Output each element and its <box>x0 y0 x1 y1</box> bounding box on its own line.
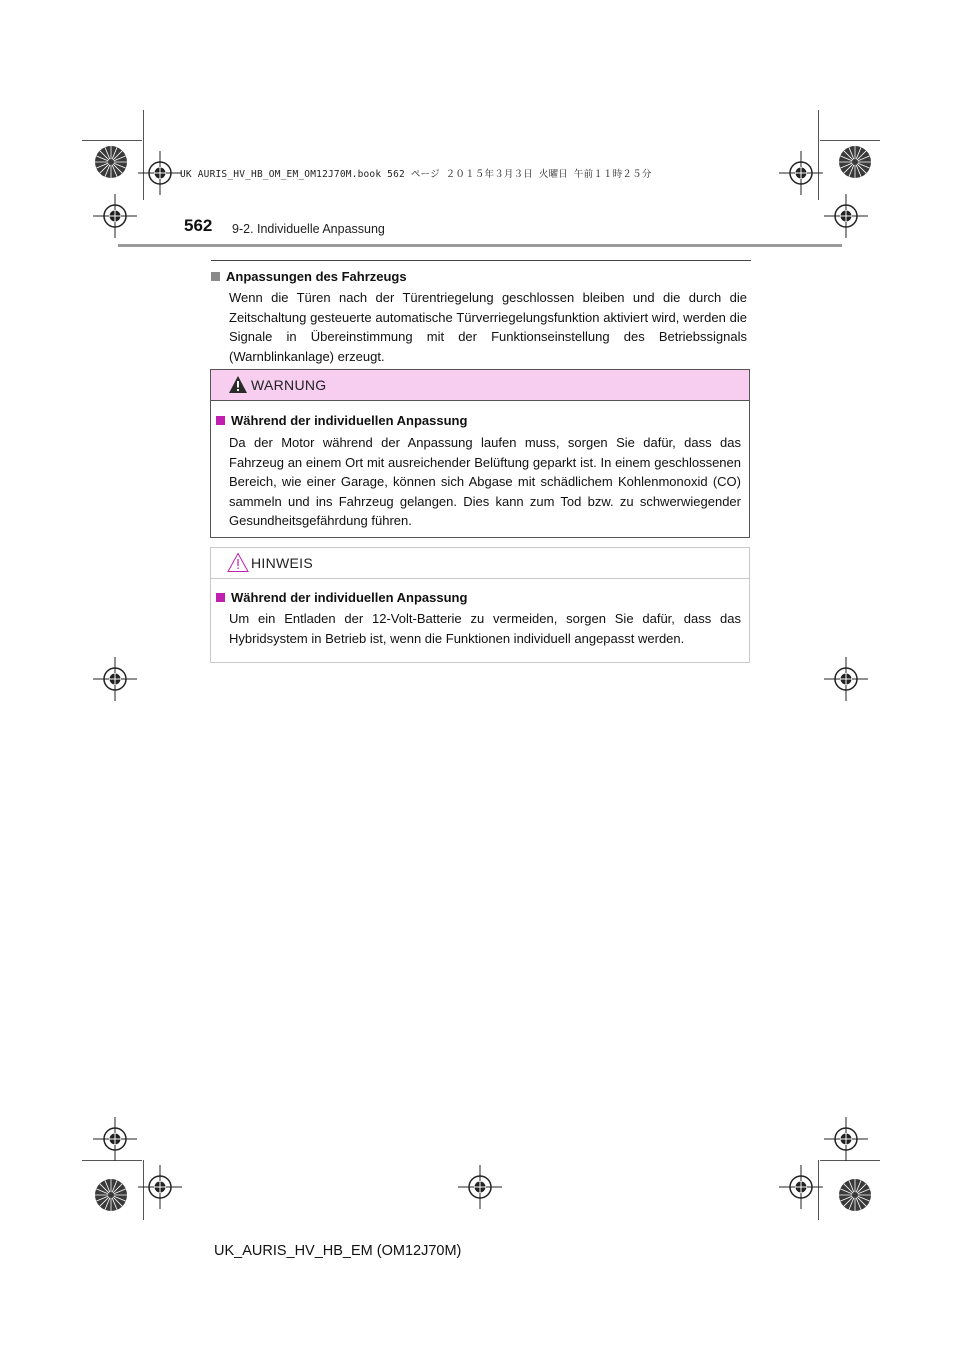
footer-manual-code: UK_AURIS_HV_HB_EM (OM12J70M) <box>214 1243 462 1259</box>
bullet-square-icon <box>216 593 225 602</box>
crop-line <box>82 140 142 141</box>
section-title: 9-2. Individuelle Anpassung <box>232 222 385 236</box>
content-heading: Anpassungen des Fahrzeugs <box>211 269 407 284</box>
crop-line <box>820 140 880 141</box>
bullet-square-icon <box>216 416 225 425</box>
warning-box <box>210 369 750 538</box>
header-rule <box>118 244 842 247</box>
rosette-mark-icon <box>94 1178 128 1212</box>
registration-mark-icon <box>824 657 868 701</box>
warning-triangle-icon <box>228 375 248 394</box>
registration-mark-icon <box>138 151 182 195</box>
registration-mark-icon <box>824 194 868 238</box>
registration-mark-icon <box>93 1117 137 1161</box>
registration-mark-icon <box>779 151 823 195</box>
rosette-mark-icon <box>94 145 128 179</box>
registration-mark-icon <box>458 1165 502 1209</box>
notice-label: HINWEIS <box>251 555 313 571</box>
notice-header <box>211 548 749 579</box>
warning-label: WARNUNG <box>251 377 327 393</box>
warning-header <box>211 370 749 401</box>
registration-mark-icon <box>93 194 137 238</box>
registration-mark-icon <box>93 657 137 701</box>
rosette-mark-icon <box>838 1178 872 1212</box>
page-number: 562 <box>184 216 213 235</box>
notice-box <box>210 547 750 663</box>
content-paragraph: Wenn die Türen nach der Türentriegelung geschlossen bleiben und die durch die Zeitschaltung gesteuerte automatische Türverriegelungsfunktion aktiviert wird, werden die Signale in Übereinstimmung mit der Funktionseinstellung des Betriebssignals (Warnblinkanlage) erzeugt. <box>229 290 747 364</box>
caution-outline-triangle-icon <box>227 552 249 573</box>
print-book-info: UK AURIS_HV_HB_OM_EM_OM12J70M.book 562 ページ ２０１５年３月３日 火曜日 午前１１時２５分 <box>180 169 652 180</box>
section-rule <box>211 260 751 261</box>
registration-mark-icon <box>824 1117 868 1161</box>
registration-mark-icon <box>138 1165 182 1209</box>
notice-heading: Während der individuellen Anpassung <box>216 590 467 605</box>
bullet-square-icon <box>211 272 220 281</box>
rosette-mark-icon <box>838 145 872 179</box>
warning-heading: Während der individuellen Anpassung <box>216 413 467 428</box>
warning-text: Da der Motor während der Anpassung laufen muss, sorgen Sie dafür, dass das Fahrzeug an einem Ort mit ausreichender Belüftung geparkt ist. In einem geschlossenen Bereich, wie einer Garage, können sich Abgase mit schädlichem Kohlenmonoxid (CO) sammeln und ins Fahrzeug gelangen. Dies kann zum Tod bzw. zu schwerwiegender Gesundheitsgefährdung führen. <box>229 435 741 528</box>
registration-mark-icon <box>779 1165 823 1209</box>
notice-text: Um ein Entladen der 12-Volt-Batterie zu vermeiden, sorgen Sie dafür, dass das Hybridsystem in Betrieb ist, wenn die Funktionen individuell angepasst werden. <box>229 611 741 646</box>
